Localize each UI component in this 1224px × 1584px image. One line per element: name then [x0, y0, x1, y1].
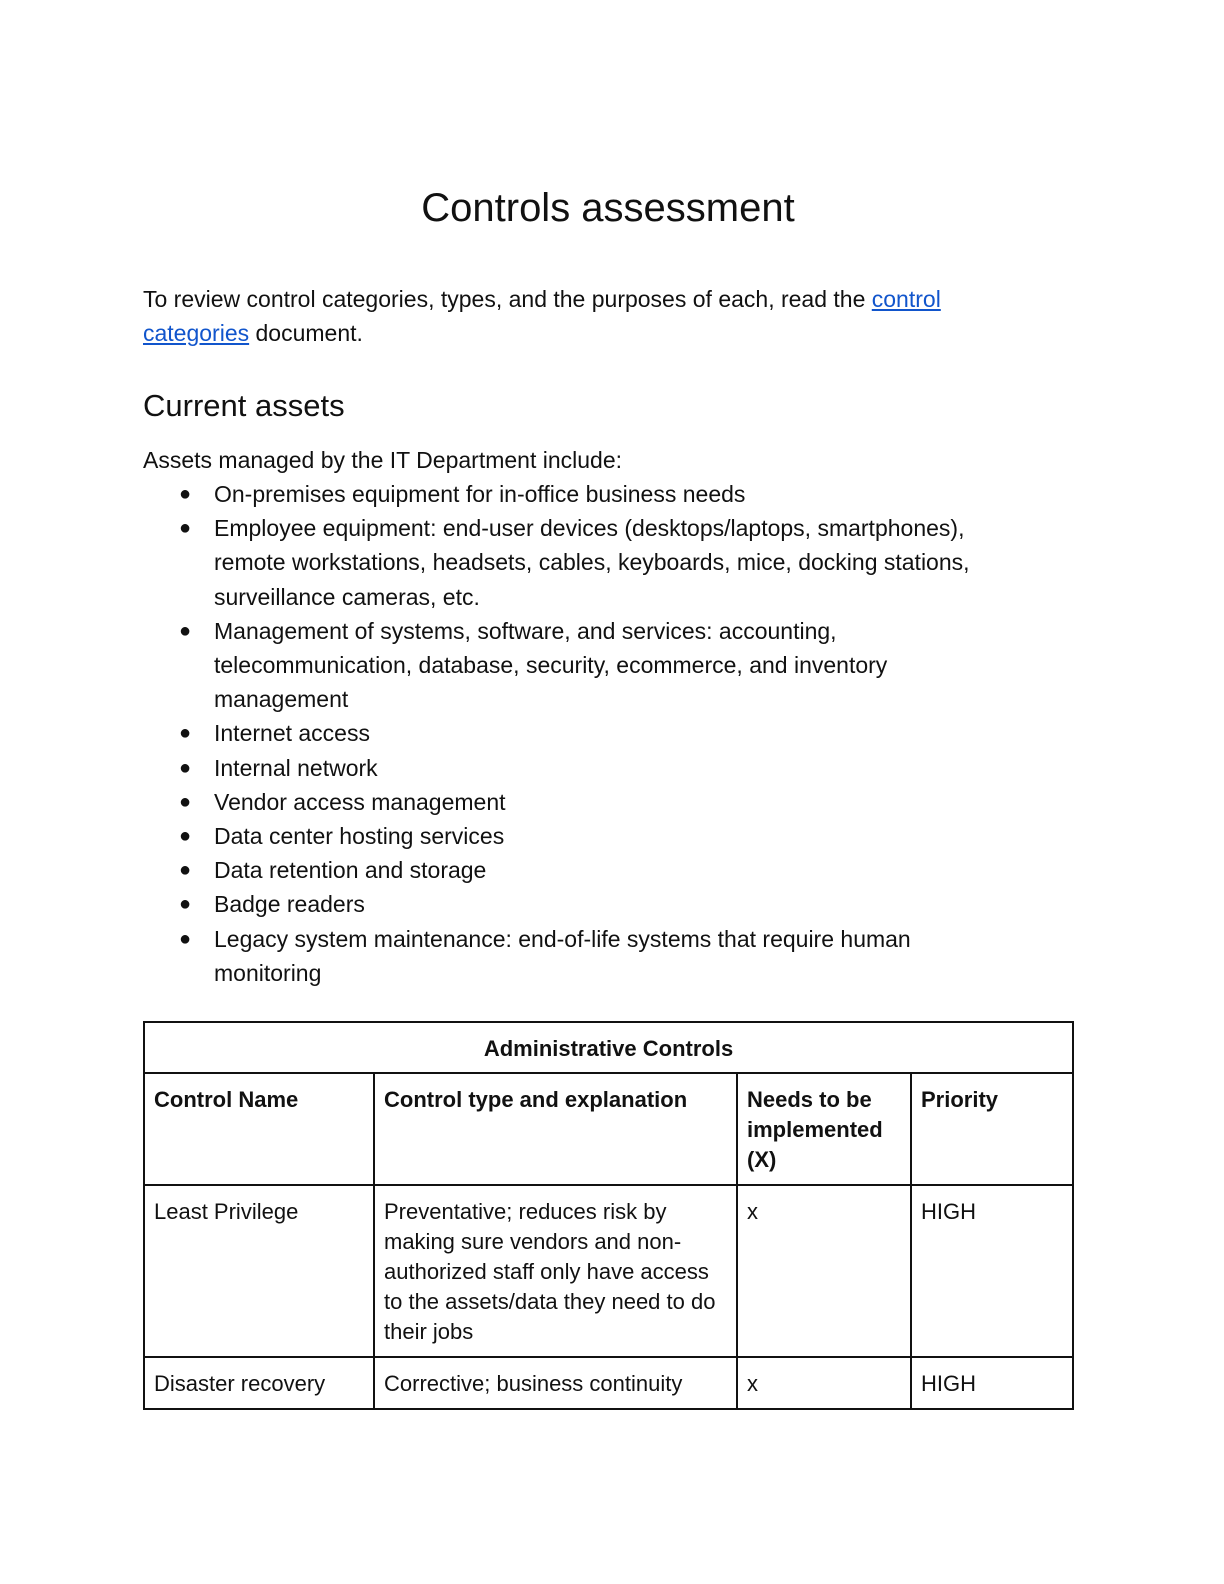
- control-categories-link[interactable]: control categories: [143, 286, 941, 346]
- bullet-icon: ●: [179, 483, 192, 505]
- cell-needs-implemented: x: [737, 1357, 911, 1409]
- list-item: [143, 887, 1014, 921]
- current-assets-heading: Current assets: [143, 388, 345, 423]
- table-caption: Administrative Controls: [144, 1022, 1073, 1073]
- bullet-icon: ●: [179, 756, 192, 779]
- cell-control-name: Least Privilege: [144, 1185, 374, 1357]
- intro-paragraph: [143, 282, 1023, 350]
- table-row: [144, 1185, 1073, 1357]
- assets-lead-text: Assets managed by the IT Department include:: [143, 447, 623, 473]
- asset-text: Badge readers: [214, 891, 365, 918]
- cell-explanation: Corrective; business continuity: [374, 1357, 737, 1409]
- bullet-icon: ●: [179, 517, 192, 540]
- list-item: [143, 511, 1014, 614]
- intro-text-before: To review control categories, types, and the purposes of each, read the: [143, 286, 872, 312]
- column-header-control-type: Control type and explanation: [374, 1073, 737, 1185]
- bullet-icon: ●: [179, 790, 192, 813]
- column-header-needs-implemented: Needs to be implemented (X): [737, 1073, 911, 1185]
- page-title: Controls assessment: [421, 186, 795, 230]
- list-item: [143, 922, 1014, 990]
- asset-text: Data center hosting services: [214, 823, 505, 850]
- asset-text: Data retention and storage: [214, 857, 487, 884]
- bullet-icon: ●: [179, 927, 192, 950]
- asset-text: Internet access: [214, 720, 370, 747]
- asset-text: Management of systems, software, and services: accounting, telecommunication, database, security, ecommerce, and inventory management: [214, 617, 888, 713]
- intro-text-after: document.: [249, 320, 363, 346]
- cell-explanation: Preventative; reduces risk by making sure vendors and non-authorized staff only have access to the assets/data they need to do their jobs: [374, 1185, 737, 1357]
- list-item: [143, 785, 1014, 819]
- list-item: [143, 614, 1014, 717]
- asset-text: Vendor access management: [214, 788, 506, 815]
- cell-priority: HIGH: [911, 1185, 1073, 1357]
- column-header-priority: Priority: [911, 1073, 1073, 1185]
- list-item: [143, 751, 1014, 785]
- asset-text: Legacy system maintenance: end-of-life systems that require human monitoring: [214, 925, 911, 986]
- asset-text: Employee equipment: end-user devices (desktops/laptops, smartphones), remote workstations, headsets, cables, keyboards, mice, docking stations, surveillance cameras, etc.: [214, 515, 970, 610]
- list-item: [143, 853, 1014, 887]
- bullet-icon: ●: [179, 893, 192, 916]
- bullet-icon: ●: [179, 859, 192, 882]
- cell-priority: HIGH: [911, 1357, 1073, 1409]
- table-row: [144, 1357, 1073, 1409]
- bullet-icon: ●: [179, 825, 192, 848]
- list-item: [143, 477, 1014, 511]
- table-header-row: [144, 1073, 1073, 1185]
- administrative-controls-table: [143, 1021, 1074, 1410]
- column-header-control-name: Control Name: [144, 1073, 374, 1185]
- asset-list: [143, 477, 1023, 990]
- bullet-icon: ●: [179, 722, 192, 745]
- bullet-icon: ●: [179, 619, 192, 642]
- cell-control-name: Disaster recovery: [144, 1357, 374, 1409]
- cell-needs-implemented: x: [737, 1185, 911, 1357]
- list-item: [143, 716, 1014, 750]
- table-caption-row: [144, 1022, 1073, 1073]
- asset-text: Internal network: [214, 754, 378, 781]
- asset-text: On-premises equipment for in-office business needs: [214, 481, 746, 507]
- list-item: [143, 819, 1014, 853]
